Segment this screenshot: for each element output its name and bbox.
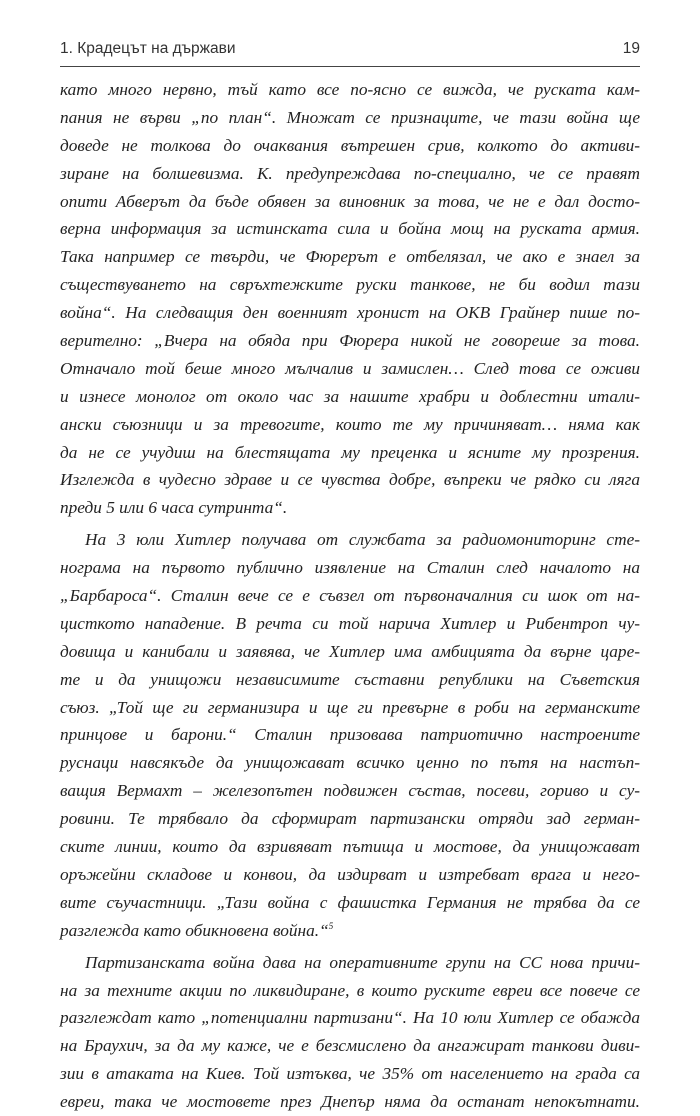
text-line: Отначало той беше много мълчалив и замислен… След това се оживи: [60, 358, 640, 378]
text-line: довища и канибали и заявява, че Хитлер има амбицията да върне царе-: [60, 641, 640, 661]
text-line: цисткото нападение. В речта си той нарича Хитлер и Рибентроп чу-: [60, 613, 640, 633]
chapter-title: 1. Крадецът на държави: [60, 40, 236, 57]
text-line: да не се учудиш на блестящата му преценка и ясните му прозрения.: [60, 442, 640, 462]
paragraph-2: [60, 526, 640, 944]
text-line: ващия Вермахт – железопътен подвижен състав, посеви, гориво и су-: [60, 781, 640, 801]
text-line: разглежда като обикновена война.“: [60, 920, 329, 940]
text-line: На 3 юли Хитлер получава от службата за радиомониторинг сте-: [85, 530, 640, 550]
running-header: [60, 38, 640, 64]
text-line: доведе не толкова до очаквания вътрешен срив, колкото до активи-: [60, 135, 640, 155]
text-line: „Барбароса“. Сталин вече се е съвзел от първоначалния си шок от на-: [60, 586, 640, 606]
text-line: зиране на болшевизма. К. предупреждава по-специално, че се правят: [60, 163, 640, 183]
text-line: те и да унищожи независимите съставни републики на Съветския: [60, 669, 640, 689]
text-line: Така например се твърди, че Фюрерът е отбелязал, че ако е знаел за: [60, 247, 640, 267]
text-line: ските линии, които да взривяват пътища и мостове, да унищожават: [60, 837, 640, 857]
footnote-ref: 5: [328, 920, 334, 931]
text-line: ански съюзници и за тревогите, които те му причиняват… няма как: [60, 414, 640, 434]
text-line: преди 5 или 6 часа сутринта“.: [60, 498, 288, 518]
text-line: съществуването на свръхтежките руски танкове, не би водил тази: [60, 275, 640, 295]
text-line: опити Абверът да бъде обявен за виновник за това, че не е дал досто-: [60, 191, 640, 211]
text-line: оръжейни складове и конвои, да издирват и изтребват врага и него-: [60, 864, 640, 884]
text-line: зии в атаката на Киев. Той изтъква, че 35% от населението на града са: [60, 1064, 640, 1084]
text-line-with-footnote: [60, 917, 640, 945]
text-line: на Браухич, за да му каже, че е безсмислено да ангажират танкови диви-: [60, 1036, 640, 1056]
text-line: принцове и барони.“ Сталин призовава патриотично настроените: [60, 725, 640, 745]
text-line: съюз. „Той ще ги германизира и ще ги превърне в роби на германските: [60, 697, 640, 717]
text-line: нограма на първото публично изявление на Сталин след началото на: [60, 558, 640, 578]
body-text: [60, 76, 640, 1116]
text-line: Изглежда в чудесно здраве и се чувства добре, въпреки че рядко си ляга: [60, 470, 640, 490]
text-line: руснаци навсякъде да унищожават всичко ценно по пътя на настъп-: [60, 753, 640, 773]
text-line: Партизанската война дава на оперативните групи на СС нова причи-: [85, 952, 640, 972]
header-rule: [60, 66, 640, 67]
text-line: пания не върви „по план“. Множат се признаците, че тази война ще: [60, 107, 640, 127]
paragraph-1: [60, 76, 640, 522]
text-line: война“. На следващия ден военният хронист на ОКВ Грайнер пише по-: [60, 303, 640, 323]
text-line: вите съучастници. „Тази война с фашистка Германия не трябва да се: [60, 892, 640, 912]
text-line: и изнесе монолог от около час за нашите храбри и доблестни итали-: [60, 386, 640, 406]
text-line: верна информация за истинската сила и бойна мощ на руската армия.: [60, 219, 640, 239]
text-line: разглеждат като „потенциални партизани“. На 10 юли Хитлер се обажда: [60, 1008, 640, 1028]
paragraph-3: [60, 949, 640, 1116]
text-line: на за техните акции по ликвидиране, в които руските евреи все повече се: [60, 980, 640, 1000]
text-line: ровини. Те трябвало да сформират партизански отряди зад герман-: [60, 809, 640, 829]
text-line: евреи, така че мостовете през Днепър няма да останат непокътнати.: [60, 1092, 640, 1112]
text-line: като много нервно, тъй като все по-ясно се вижда, че руската кам-: [60, 80, 640, 99]
page-number: 19: [622, 40, 640, 57]
text-line: верително: „Вчера на обяда при Фюрера никой не говореше за това.: [60, 331, 640, 351]
